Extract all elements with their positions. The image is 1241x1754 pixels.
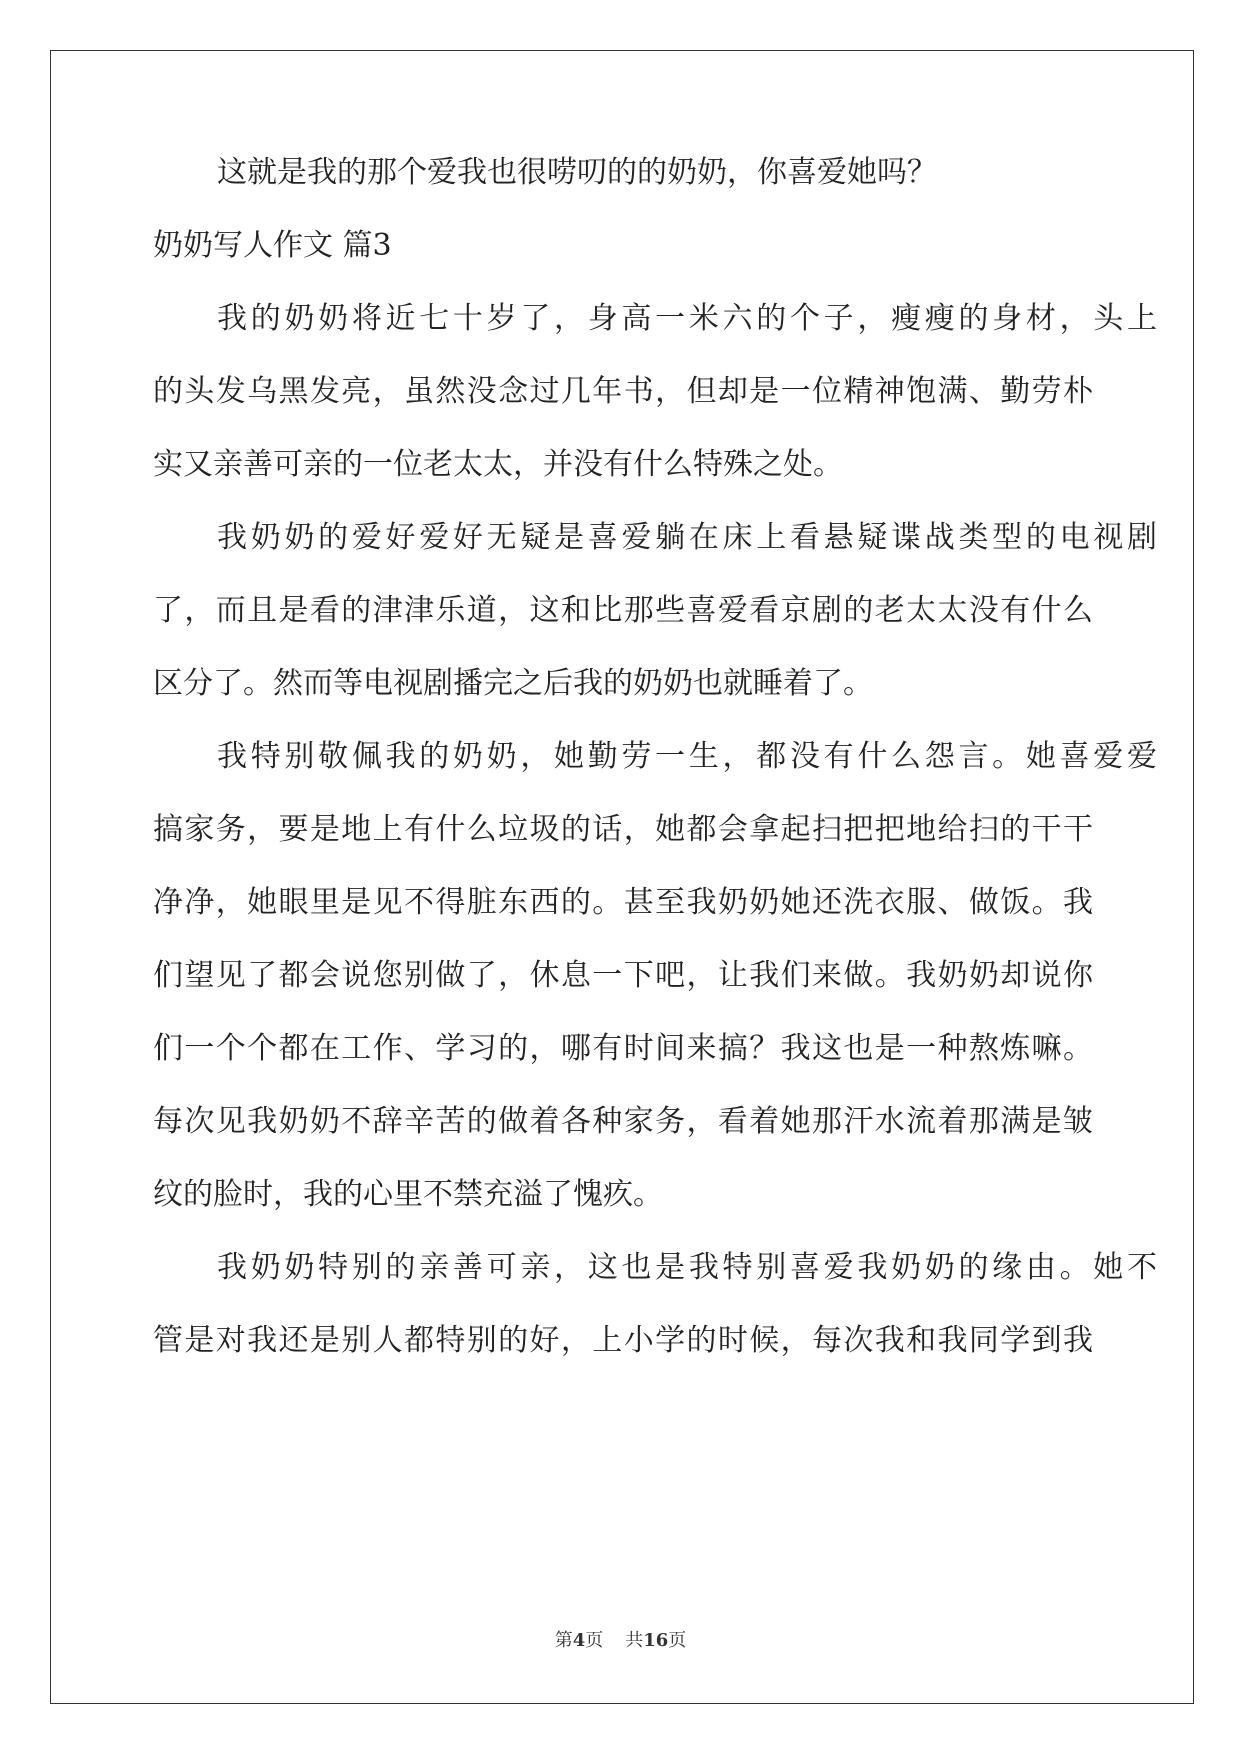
section-heading: 奶奶写人作文 篇3 (153, 228, 392, 263)
text-line: 区分了。然而等电视剧播完之后我的奶奶也就睡着了。 (153, 666, 873, 701)
text-line: 每次见我奶奶不辞辛苦的做着各种家务，看着她那汗水流着那满是皱 (153, 1104, 1093, 1139)
text-line: 我奶奶特别的亲善可亲，这也是我特别喜爱我奶奶的缘由。她不 (217, 1250, 1157, 1285)
total-suffix: 页 (668, 1630, 687, 1651)
page-suffix: 页 (585, 1630, 604, 1651)
text-line: 管是对我还是别人都特别的好，上小学的时候，每次我和我同学到我 (153, 1323, 1093, 1358)
text-line: 们一个个都在工作、学习的，哪有时间来搞？我这也是一种熬炼嘛。 (153, 1031, 1093, 1066)
text-line: 我奶奶的爱好爱好无疑是喜爱躺在床上看悬疑谍战类型的电视剧 (217, 520, 1157, 555)
text-line: 我特别敬佩我的奶奶，她勤劳一生，都没有什么怨言。她喜爱爱 (217, 739, 1157, 774)
current-page-number: 4 (572, 1630, 586, 1651)
text-line: 了，而且是看的津津乐道，这和比那些喜爱看京剧的老太太没有什么 (153, 593, 1093, 628)
text-line: 净净，她眼里是见不得脏东西的。甚至我奶奶她还洗衣服、做饭。我 (153, 885, 1093, 920)
text-line: 的头发乌黑发亮，虽然没念过几年书，但却是一位精神饱满、勤劳朴 (153, 374, 1093, 409)
total-page-count: 16 (643, 1630, 669, 1651)
text-line: 我的奶奶将近七十岁了，身高一米六的个子，瘦瘦的身材，头上 (217, 301, 1157, 336)
page-prefix: 第 (554, 1630, 573, 1651)
text-line: 实又亲善可亲的一位老太太，并没有什么特殊之处。 (153, 447, 843, 482)
total-prefix: 共 (625, 1630, 644, 1651)
text-line: 们望见了都会说您别做了，休息一下吧，让我们来做。我奶奶却说你 (153, 958, 1093, 993)
text-line: 搞家务，要是地上有什么垃圾的话，她都会拿起扫把把地给扫的干干 (153, 812, 1093, 847)
text-line: 这就是我的那个爱我也很唠叨的的奶奶，你喜爱她吗？ (217, 155, 937, 190)
page-border (50, 50, 1194, 1704)
page-footer (0, 1630, 1241, 1652)
text-line: 纹的脸时，我的心里不禁充溢了愧疚。 (153, 1177, 663, 1212)
